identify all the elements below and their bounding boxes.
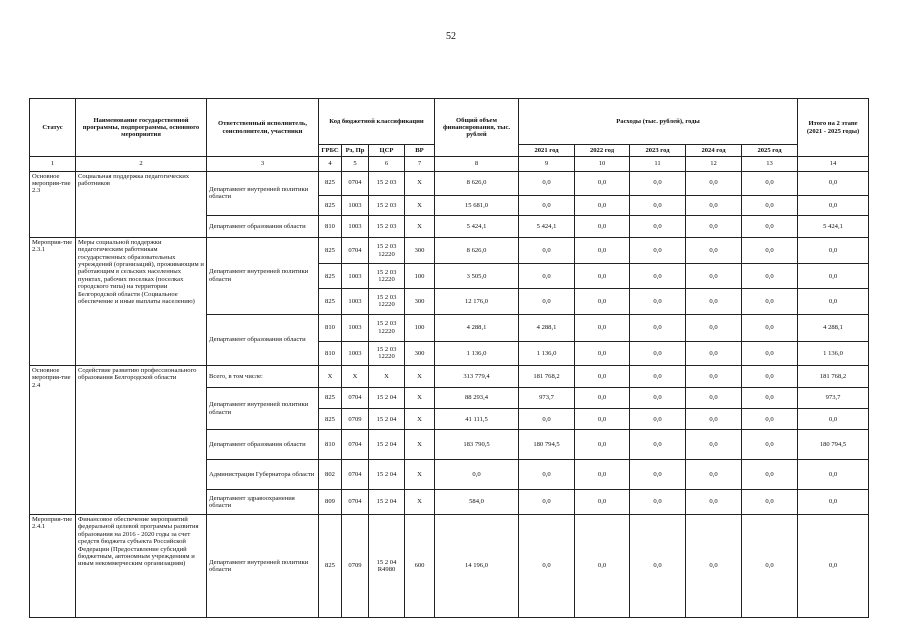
- y2022-cell: 0,0: [575, 215, 630, 237]
- csr-cell: 15 2 03 12220: [369, 314, 405, 341]
- executor-cell: Департамент внутренней политики области: [207, 388, 319, 430]
- executor-cell: Департамент внутренней политики области: [207, 171, 319, 215]
- header-total-volume: Общий объем финансирования, тыс. рублей: [435, 99, 519, 157]
- sum-cell: 0,0: [798, 515, 869, 618]
- grbs-cell: 825: [319, 195, 342, 215]
- y2025-cell: 0,0: [742, 388, 798, 409]
- y2024-cell: 0,0: [686, 341, 742, 365]
- col-index: 1: [30, 157, 76, 171]
- header-vr: ВР: [405, 145, 435, 157]
- y2022-cell: 0,0: [575, 289, 630, 314]
- rzpr-cell: 0704: [342, 430, 369, 459]
- y2023-cell: 0,0: [630, 264, 686, 289]
- sum-cell: 0,0: [798, 489, 869, 514]
- rzpr-cell: 1003: [342, 215, 369, 237]
- status-cell: Основное мероприя-тие 2.4: [30, 365, 76, 514]
- col-index: 11: [630, 157, 686, 171]
- y2024-cell: 0,0: [686, 215, 742, 237]
- rzpr-cell: 0704: [342, 171, 369, 195]
- grbs-cell: 802: [319, 459, 342, 489]
- table-row: [30, 171, 869, 195]
- col-index: 8: [435, 157, 519, 171]
- measure-name-cell: Содействие развитию профессионального образования Белгородской области: [76, 365, 207, 514]
- total-cell: 584,0: [435, 489, 519, 514]
- header-status: Статус: [30, 99, 76, 157]
- y2025-cell: 0,0: [742, 365, 798, 387]
- vr-cell: Х: [405, 459, 435, 489]
- y2025-cell: 0,0: [742, 489, 798, 514]
- header-executor: Ответственный исполнитель, соисполнители, участники: [207, 99, 319, 157]
- sum-cell: 5 424,1: [798, 215, 869, 237]
- executor-cell: Департамент образования области: [207, 314, 319, 365]
- y2022-cell: 0,0: [575, 314, 630, 341]
- y2022-cell: 0,0: [575, 489, 630, 514]
- total-cell: 313 779,4: [435, 365, 519, 387]
- grbs-cell: 825: [319, 171, 342, 195]
- y2021-cell: 1 136,0: [519, 341, 575, 365]
- y2022-cell: 0,0: [575, 341, 630, 365]
- total-cell: 1 136,0: [435, 341, 519, 365]
- y2023-cell: 0,0: [630, 365, 686, 387]
- status-cell: Мероприя-тие 2.4.1: [30, 515, 76, 618]
- y2021-cell: 0,0: [519, 459, 575, 489]
- grbs-cell: 810: [319, 314, 342, 341]
- total-cell: 88 293,4: [435, 388, 519, 409]
- executor-cell: Департамент здравоохранения области: [207, 489, 319, 514]
- y2022-cell: 0,0: [575, 388, 630, 409]
- vr-cell: Х: [405, 365, 435, 387]
- rzpr-cell: 0704: [342, 459, 369, 489]
- sum-cell: 0,0: [798, 195, 869, 215]
- y2024-cell: 0,0: [686, 388, 742, 409]
- total-cell: 15 681,0: [435, 195, 519, 215]
- total-cell: 12 176,0: [435, 289, 519, 314]
- y2023-cell: 0,0: [630, 489, 686, 514]
- sum-cell: 4 288,1: [798, 314, 869, 341]
- rzpr-cell: 0704: [342, 388, 369, 409]
- total-cell: 8 626,0: [435, 171, 519, 195]
- y2022-cell: 0,0: [575, 459, 630, 489]
- y2022-cell: 0,0: [575, 237, 630, 263]
- sum-cell: 0,0: [798, 171, 869, 195]
- y2021-cell: 0,0: [519, 489, 575, 514]
- vr-cell: 100: [405, 264, 435, 289]
- y2023-cell: 0,0: [630, 388, 686, 409]
- sum-cell: 181 768,2: [798, 365, 869, 387]
- col-index: 9: [519, 157, 575, 171]
- measure-name-cell: Меры социальной поддержки педагогическим работникам государственных образовательных учреждений (организаций), проживающим и работающим в сельских населенных пунктах, рабочих поселках (поселках городского типа) на территории Белгородской области (Социальное обеспечение и иные выплаты населению): [76, 237, 207, 365]
- csr-cell: 15 2 03 12220: [369, 237, 405, 263]
- rzpr-cell: 0704: [342, 489, 369, 514]
- table-row: [30, 515, 869, 618]
- executor-cell: Департамент внутренней политики области: [207, 237, 319, 314]
- executor-cell: Администрация Губернатора области: [207, 459, 319, 489]
- sum-cell: 0,0: [798, 409, 869, 430]
- y2025-cell: 0,0: [742, 215, 798, 237]
- y2025-cell: 0,0: [742, 430, 798, 459]
- y2025-cell: 0,0: [742, 195, 798, 215]
- column-index-row: [30, 157, 869, 171]
- vr-cell: Х: [405, 215, 435, 237]
- y2022-cell: 0,0: [575, 195, 630, 215]
- header-2022: 2022 год: [575, 145, 630, 157]
- sum-cell: 973,7: [798, 388, 869, 409]
- y2024-cell: 0,0: [686, 515, 742, 618]
- header-expenses: Расходы (тыс. рублей), годы: [519, 99, 798, 145]
- header-2024: 2024 год: [686, 145, 742, 157]
- y2024-cell: 0,0: [686, 409, 742, 430]
- y2021-cell: 973,7: [519, 388, 575, 409]
- y2025-cell: 0,0: [742, 409, 798, 430]
- y2023-cell: 0,0: [630, 289, 686, 314]
- col-index: 14: [798, 157, 869, 171]
- page-number: 52: [446, 31, 456, 42]
- total-cell: 8 626,0: [435, 237, 519, 263]
- rzpr-cell: 0704: [342, 237, 369, 263]
- sum-cell: 0,0: [798, 237, 869, 263]
- vr-cell: 300: [405, 237, 435, 263]
- y2025-cell: 0,0: [742, 237, 798, 263]
- csr-cell: 15 2 04 R4980: [369, 515, 405, 618]
- y2023-cell: 0,0: [630, 515, 686, 618]
- header-rzpr: Рз, Пр: [342, 145, 369, 157]
- rzpr-cell: Х: [342, 365, 369, 387]
- grbs-cell: 825: [319, 388, 342, 409]
- col-index: 3: [207, 157, 319, 171]
- y2023-cell: 0,0: [630, 237, 686, 263]
- y2024-cell: 0,0: [686, 171, 742, 195]
- header-stage-total: Итого на 2 этапе (2021 - 2025 годы): [798, 99, 869, 157]
- y2025-cell: 0,0: [742, 289, 798, 314]
- y2022-cell: 0,0: [575, 409, 630, 430]
- y2025-cell: 0,0: [742, 314, 798, 341]
- header-budget-code: Код бюджетной классификации: [319, 99, 435, 145]
- grbs-cell: 825: [319, 409, 342, 430]
- measure-name-cell: Социальная поддержка педагогических работников: [76, 171, 207, 237]
- y2024-cell: 0,0: [686, 195, 742, 215]
- rzpr-cell: 1003: [342, 264, 369, 289]
- vr-cell: 300: [405, 289, 435, 314]
- grbs-cell: 810: [319, 215, 342, 237]
- y2023-cell: 0,0: [630, 430, 686, 459]
- y2024-cell: 0,0: [686, 365, 742, 387]
- y2021-cell: 5 424,1: [519, 215, 575, 237]
- status-cell: Мероприя-тие 2.3.1: [30, 237, 76, 365]
- y2022-cell: 0,0: [575, 515, 630, 618]
- y2025-cell: 0,0: [742, 515, 798, 618]
- table-row: [30, 365, 869, 387]
- header-grbs: ГРБС: [319, 145, 342, 157]
- y2024-cell: 0,0: [686, 314, 742, 341]
- col-index: 10: [575, 157, 630, 171]
- sum-cell: 0,0: [798, 289, 869, 314]
- y2021-cell: 0,0: [519, 409, 575, 430]
- total-cell: 183 790,5: [435, 430, 519, 459]
- csr-cell: 15 2 03 12220: [369, 341, 405, 365]
- y2024-cell: 0,0: [686, 237, 742, 263]
- sum-cell: 0,0: [798, 459, 869, 489]
- y2024-cell: 0,0: [686, 430, 742, 459]
- csr-cell: 15 2 04: [369, 459, 405, 489]
- csr-cell: 15 2 03 12220: [369, 289, 405, 314]
- y2023-cell: 0,0: [630, 215, 686, 237]
- header-name: Наименование государственной программы, подпрограммы, основного мероприятия: [76, 99, 207, 157]
- col-index: 4: [319, 157, 342, 171]
- executor-cell: Всего, в том числе:: [207, 365, 319, 387]
- grbs-cell: 809: [319, 489, 342, 514]
- csr-cell: 15 2 03: [369, 195, 405, 215]
- rzpr-cell: 1003: [342, 289, 369, 314]
- measure-name-cell: Финансовое обеспечение мероприятий федеральной целевой программы развития образования на 2016 - 2020 годы за счет средств бюджета субъекта Российской Федерации (Предоставление субсидий бюджетным, автономным учреждениям и иным некоммерческим организациям): [76, 515, 207, 618]
- rzpr-cell: 0709: [342, 515, 369, 618]
- csr-cell: 15 2 03: [369, 171, 405, 195]
- grbs-cell: 825: [319, 264, 342, 289]
- y2023-cell: 0,0: [630, 195, 686, 215]
- y2023-cell: 0,0: [630, 341, 686, 365]
- budget-table: [29, 98, 869, 618]
- total-cell: 41 111,5: [435, 409, 519, 430]
- rzpr-cell: 1003: [342, 341, 369, 365]
- y2023-cell: 0,0: [630, 409, 686, 430]
- y2021-cell: 0,0: [519, 195, 575, 215]
- y2021-cell: 0,0: [519, 171, 575, 195]
- y2022-cell: 0,0: [575, 171, 630, 195]
- vr-cell: Х: [405, 171, 435, 195]
- vr-cell: 300: [405, 341, 435, 365]
- y2023-cell: 0,0: [630, 314, 686, 341]
- grbs-cell: 825: [319, 289, 342, 314]
- rzpr-cell: 1003: [342, 314, 369, 341]
- total-cell: 4 288,1: [435, 314, 519, 341]
- sum-cell: 0,0: [798, 264, 869, 289]
- executor-cell: Департамент образования области: [207, 215, 319, 237]
- rzpr-cell: 1003: [342, 195, 369, 215]
- y2021-cell: 0,0: [519, 264, 575, 289]
- executor-cell: Департамент образования области: [207, 430, 319, 459]
- grbs-cell: 810: [319, 341, 342, 365]
- y2021-cell: 0,0: [519, 289, 575, 314]
- col-index: 2: [76, 157, 207, 171]
- sum-cell: 1 136,0: [798, 341, 869, 365]
- y2024-cell: 0,0: [686, 489, 742, 514]
- grbs-cell: 825: [319, 237, 342, 263]
- y2022-cell: 0,0: [575, 365, 630, 387]
- y2023-cell: 0,0: [630, 459, 686, 489]
- header-csr: ЦСР: [369, 145, 405, 157]
- header-2023: 2023 год: [630, 145, 686, 157]
- header-2025: 2025 год: [742, 145, 798, 157]
- y2021-cell: 4 288,1: [519, 314, 575, 341]
- csr-cell: 15 2 03 12220: [369, 264, 405, 289]
- total-cell: 5 424,1: [435, 215, 519, 237]
- y2025-cell: 0,0: [742, 264, 798, 289]
- y2021-cell: 0,0: [519, 237, 575, 263]
- y2024-cell: 0,0: [686, 264, 742, 289]
- csr-cell: 15 2 03: [369, 215, 405, 237]
- csr-cell: 15 2 04: [369, 388, 405, 409]
- vr-cell: Х: [405, 430, 435, 459]
- header-2021: 2021 год: [519, 145, 575, 157]
- rzpr-cell: 0709: [342, 409, 369, 430]
- y2021-cell: 0,0: [519, 515, 575, 618]
- total-cell: 14 196,0: [435, 515, 519, 618]
- csr-cell: 15 2 04: [369, 409, 405, 430]
- col-index: 6: [369, 157, 405, 171]
- status-cell: Основное мероприя-тие 2.3: [30, 171, 76, 237]
- y2023-cell: 0,0: [630, 171, 686, 195]
- vr-cell: Х: [405, 489, 435, 514]
- col-index: 12: [686, 157, 742, 171]
- vr-cell: 600: [405, 515, 435, 618]
- y2024-cell: 0,0: [686, 459, 742, 489]
- total-cell: 0,0: [435, 459, 519, 489]
- vr-cell: Х: [405, 409, 435, 430]
- y2024-cell: 0,0: [686, 289, 742, 314]
- vr-cell: Х: [405, 388, 435, 409]
- y2022-cell: 0,0: [575, 264, 630, 289]
- col-index: 7: [405, 157, 435, 171]
- vr-cell: 100: [405, 314, 435, 341]
- csr-cell: Х: [369, 365, 405, 387]
- y2025-cell: 0,0: [742, 459, 798, 489]
- grbs-cell: 825: [319, 515, 342, 618]
- header-row-1: [30, 99, 869, 145]
- y2021-cell: 181 768,2: [519, 365, 575, 387]
- y2022-cell: 0,0: [575, 430, 630, 459]
- sum-cell: 180 794,5: [798, 430, 869, 459]
- table-row: [30, 237, 869, 263]
- grbs-cell: 810: [319, 430, 342, 459]
- csr-cell: 15 2 04: [369, 489, 405, 514]
- executor-cell: Департамент внутренней политики области: [207, 515, 319, 618]
- col-index: 5: [342, 157, 369, 171]
- y2025-cell: 0,0: [742, 341, 798, 365]
- total-cell: 3 505,0: [435, 264, 519, 289]
- col-index: 13: [742, 157, 798, 171]
- grbs-cell: Х: [319, 365, 342, 387]
- y2021-cell: 180 794,5: [519, 430, 575, 459]
- y2025-cell: 0,0: [742, 171, 798, 195]
- csr-cell: 15 2 04: [369, 430, 405, 459]
- vr-cell: Х: [405, 195, 435, 215]
